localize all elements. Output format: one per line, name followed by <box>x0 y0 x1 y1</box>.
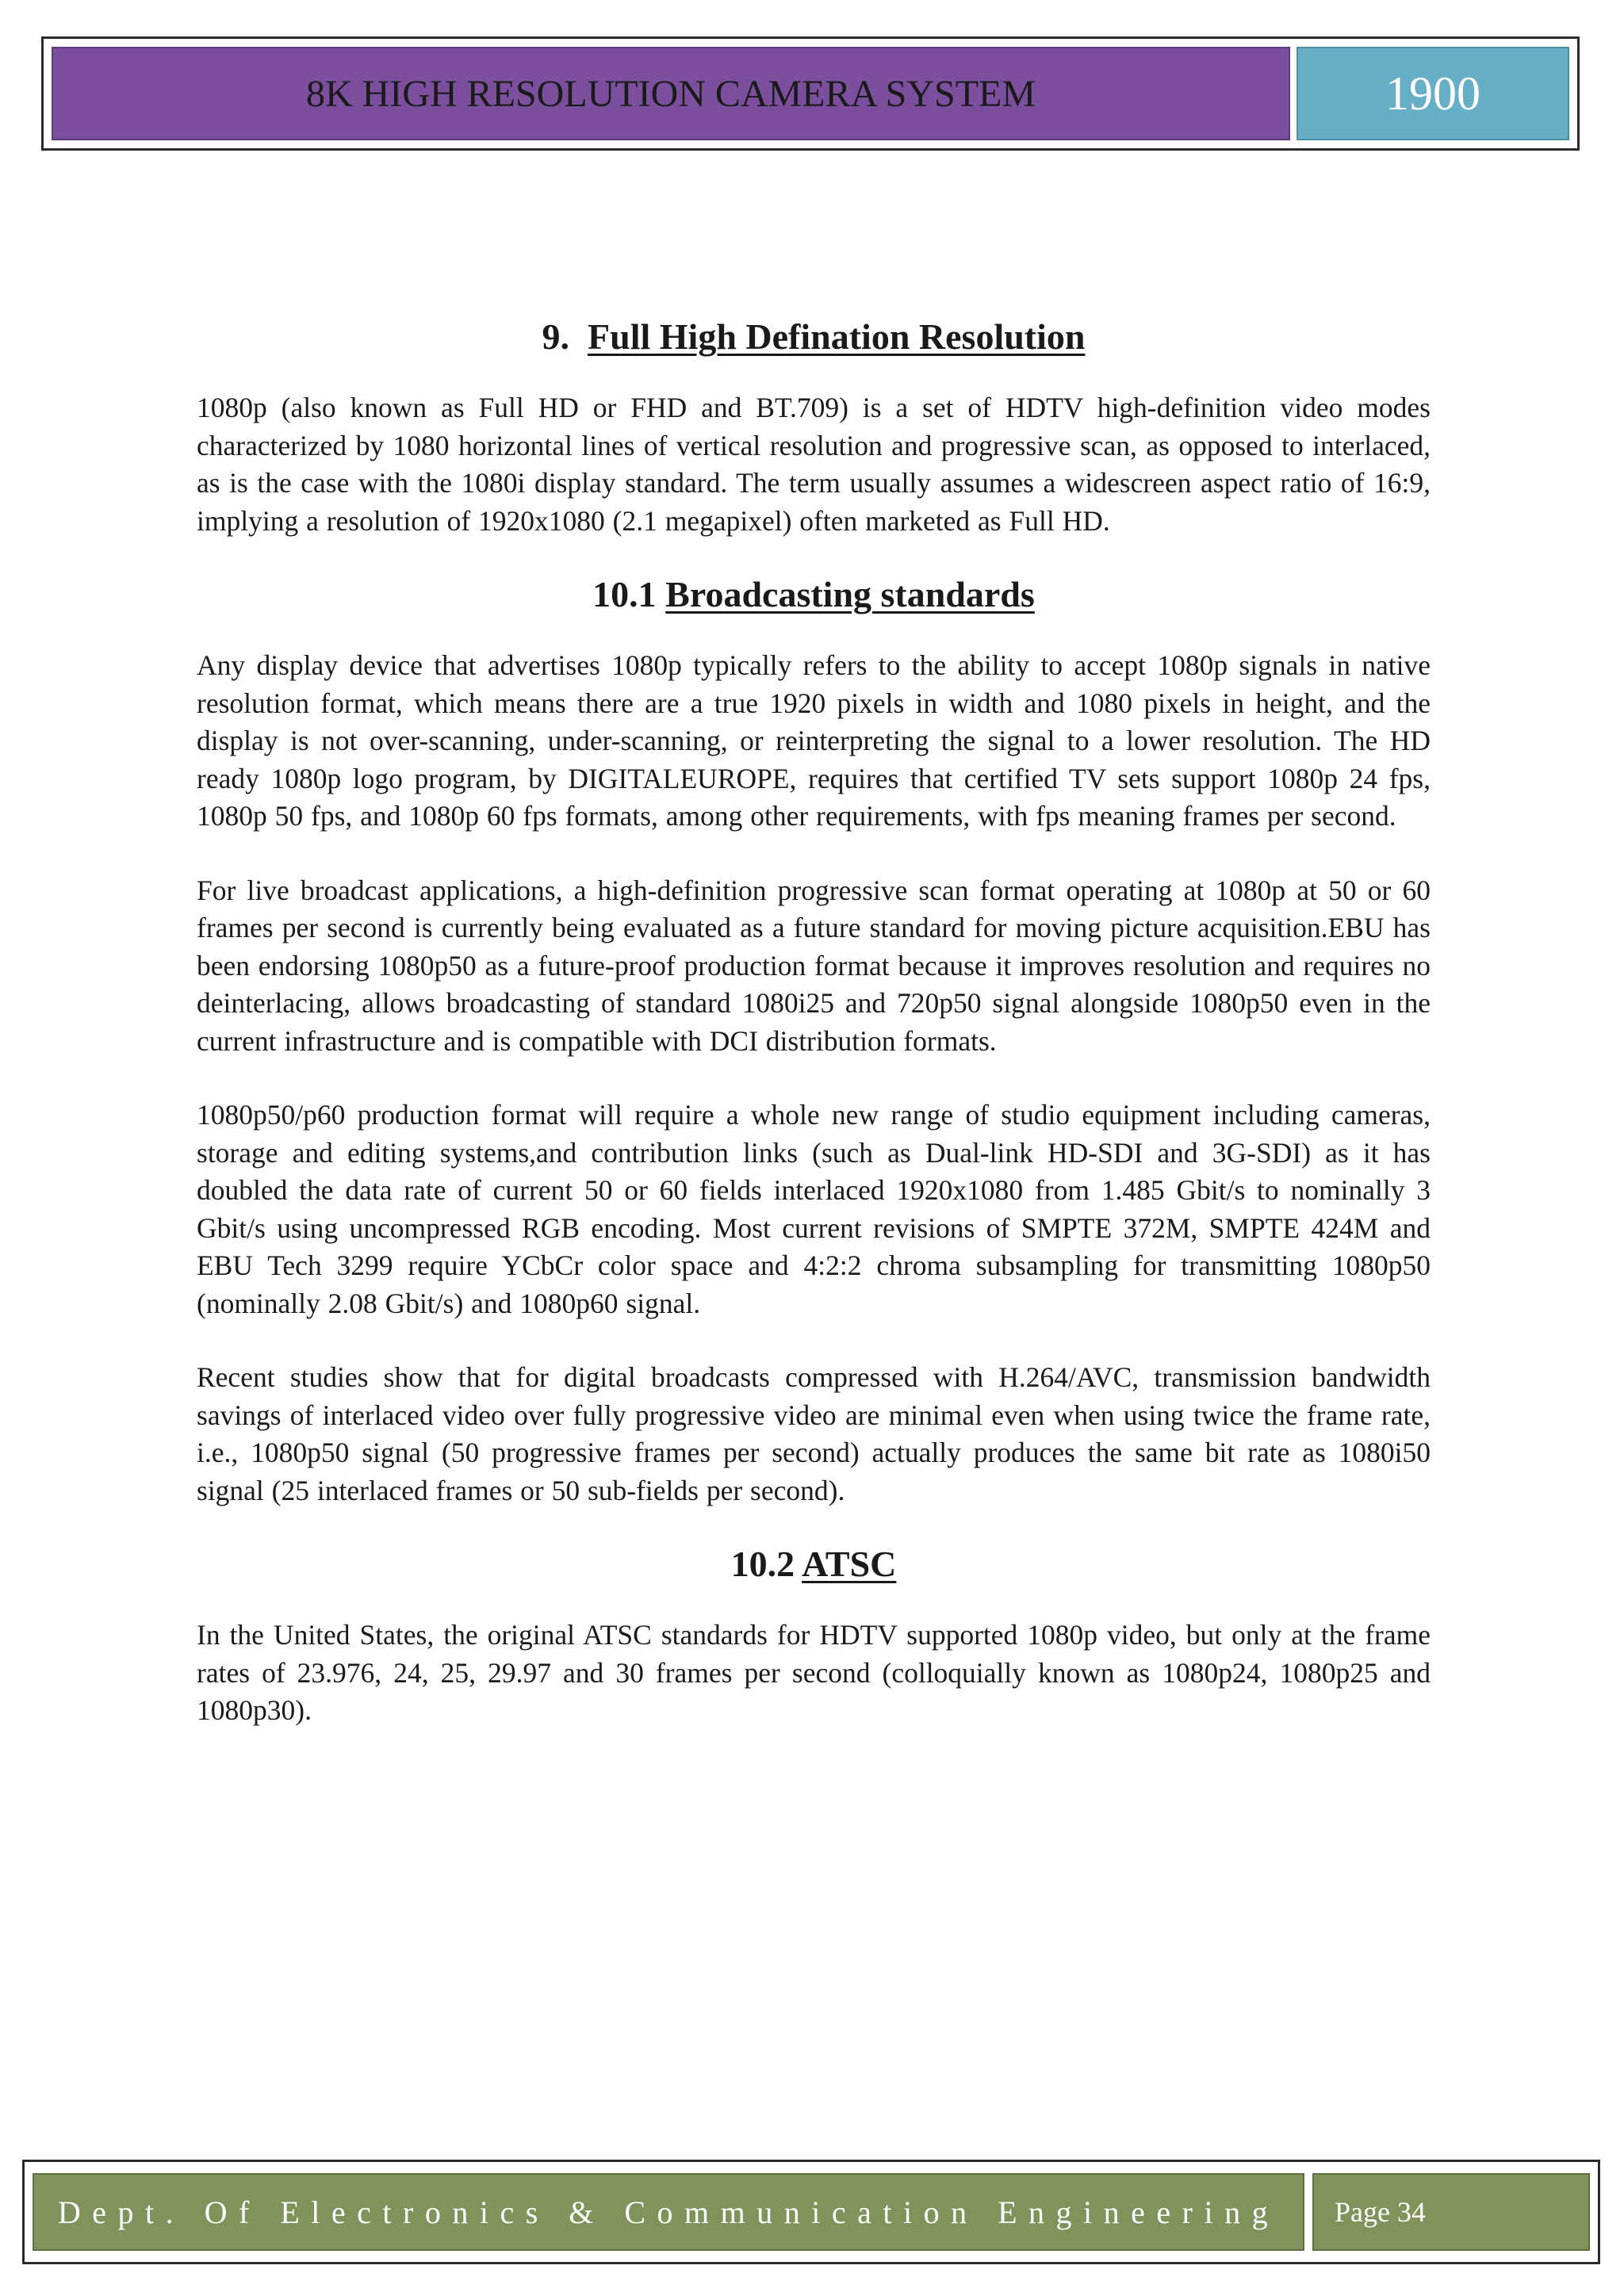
page-header <box>41 36 1580 151</box>
section-heading-atsc <box>197 1543 1431 1585</box>
section-title: Broadcasting standards <box>665 574 1035 614</box>
page-number: Page 34 <box>1335 2196 1426 2228</box>
section-number: 10.2 <box>730 1544 795 1584</box>
paragraph: Recent studies show that for digital broadcasts compressed with H.264/AVC, transmission bandwidth savings of interlaced video over fully progressive video are minimal even when using twice the frame rate, i.e., 1080p50 signal (50 progressive frames per second) actually produces the same bit rate as 1080i50 signal (25 interlaced frames or 50 sub-fields per second). <box>197 1361 1431 1506</box>
page-content <box>197 316 1431 1730</box>
section-heading-full-hd <box>197 316 1431 358</box>
paragraph: 1080p50/p60 production format will require a whole new range of studio equipment including cameras, storage and editing systems,and contribution links (such as Dual-link HD-SDI and 3G-SDI) as it has doubled the data rate of current 50 or 60 fields interlaced 1920x1080 from 1.485 Gbit/s to nominally 3 Gbit/s using uncompressed RGB encoding. Most current revisions of SMPTE 372M, SMPTE 424M and EBU Tech 3299 require YCbCr color space and 4:2:2 chroma subsampling for transmitting 1080p50 (nominally 2.08 Gbit/s) and 1080p60 signal. <box>197 1099 1431 1319</box>
section-number: 9. <box>542 316 570 357</box>
header-title-box <box>52 47 1290 140</box>
footer-department-box <box>33 2173 1304 2251</box>
paragraph: 1080p (also known as Full HD or FHD and BT.709) is a set of HDTV high-definition video modes characterized by 1080 horizontal lines of vertical resolution and progressive scan, as opposed to interlaced, as is the case with the 1080i display standard. The term usually assumes a widescreen aspect ratio of 16:9, implying a resolution of 1920x1080 (2.1 megapixel) often marketed as Full HD. <box>197 392 1431 537</box>
section-heading-broadcasting-standards <box>197 573 1431 615</box>
paragraph: Any display device that advertises 1080p typically refers to the ability to accept 1080p signals in native resolution format, which means there are a true 1920 pixels in width and 1080 pixels in height, and the display is not over-scanning, under-scanning, or reinterpreting the signal to a lower resolution. The HD ready 1080p logo program, by DIGITALEUROPE, requires that certified TV sets support 1080p 24 fps, 1080p 50 fps, and 1080p 60 fps formats, among other requirements, with fps meaning frames per second. <box>197 649 1431 832</box>
section-title: Full High Defination Resolution <box>588 316 1086 357</box>
footer-department: Dept. Of Electronics & Communication Engineering <box>57 2194 1280 2230</box>
header-title: 8K HIGH RESOLUTION CAMERA SYSTEM <box>305 72 1036 115</box>
page-footer <box>22 2160 1600 2264</box>
footer-page-box <box>1312 2173 1590 2251</box>
section-title: ATSC <box>802 1544 897 1584</box>
header-year: 1900 <box>1385 67 1480 120</box>
paragraph: In the United States, the original ATSC standards for HDTV supported 1080p video, but only at the frame rates of 23.976, 24, 25, 29.97 and 30 frames per second (colloquially known as 1080p24, 1080p25 and 1080p30). <box>197 1619 1431 1726</box>
header-year-box <box>1297 47 1569 140</box>
section-number: 10.1 <box>592 574 657 614</box>
paragraph: For live broadcast applications, a high-definition progressive scan format operating at 1080p at 50 or 60 frames per second is currently being evaluated as a future standard for moving picture acquisition.EBU has been endorsing 1080p50 as a future-proof production format because it improves resolution and requires no deinterlacing, allows broadcasting of standard 1080i25 and 720p50 signal alongside 1080p50 even in the current infrastructure and is compatible with DCI distribution formats. <box>197 874 1431 1057</box>
